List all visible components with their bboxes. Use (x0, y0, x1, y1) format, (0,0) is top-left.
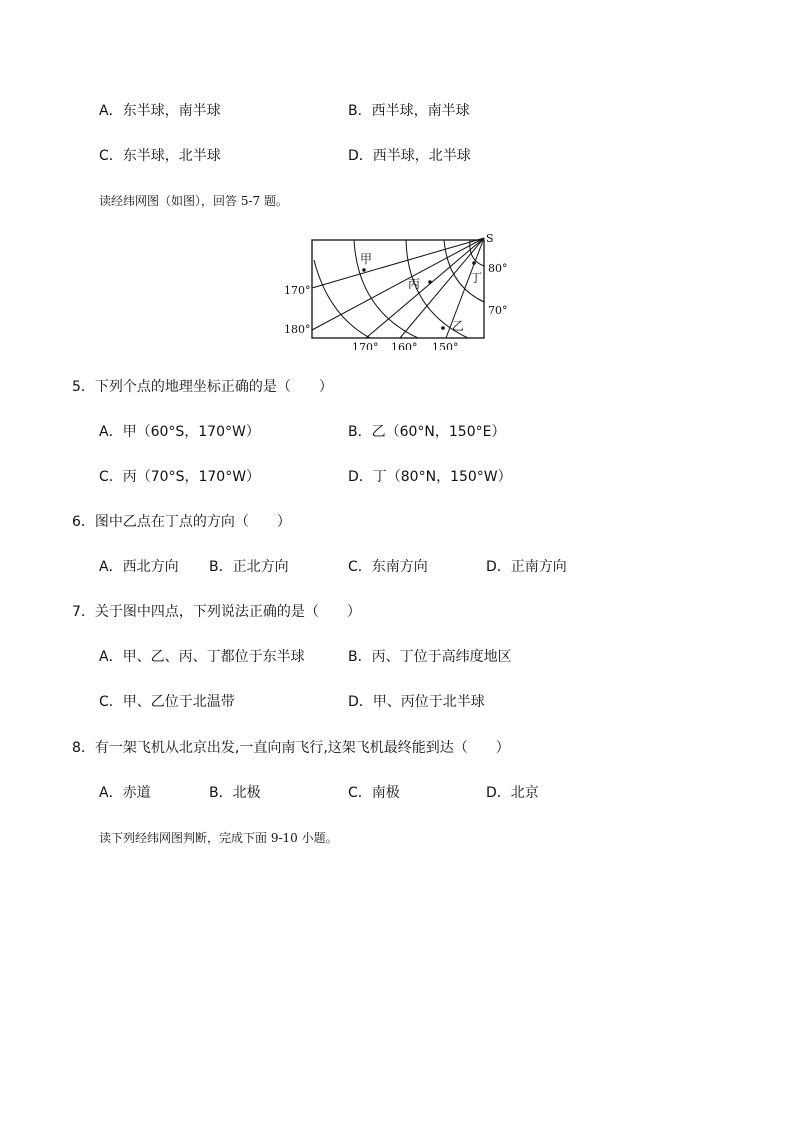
q5-option-a: A．甲（60°S，170°W） (99, 424, 260, 440)
q8-option-c: C．南极 (348, 785, 400, 801)
q8-option-b: B．北极 (209, 785, 261, 801)
lon-label-170-left: 170° (284, 284, 311, 297)
pole-label: S (486, 232, 494, 245)
label-yi: 乙 (452, 319, 465, 333)
label-bing: 丙 (408, 277, 421, 291)
q6-option-a: A．西北方向 (99, 559, 179, 575)
lat-label-70: 70° (488, 304, 508, 317)
q4-option-d: D．西半球，北半球 (348, 148, 471, 164)
label-jia: 甲 (360, 252, 373, 266)
graticule-figure (278, 230, 518, 350)
intro-9-10: 读下列经纬网图判断，完成下面 9-10 小题。 (99, 831, 338, 845)
q7-option-a: A．甲、乙、丙、丁都位于东半球 (99, 649, 305, 665)
q7-option-b: B．丙、丁位于高纬度地区 (348, 649, 512, 665)
q7-option-d: D．甲、丙位于北半球 (348, 694, 485, 710)
lon-label-150: 150° (432, 341, 459, 350)
q8-stem: 8．有一架飞机从北京出发,一直向南飞行,这架飞机最终能到达（ ） (72, 740, 510, 756)
q4-option-b: B．西半球，南半球 (348, 103, 470, 119)
q8-option-a: A．赤道 (99, 785, 151, 801)
q7-stem: 7．关于图中四点，下列说法正确的是（ ） (72, 604, 361, 620)
q6-option-b: B．正北方向 (209, 559, 289, 575)
q5-option-b: B．乙（60°N，150°E） (348, 424, 506, 440)
q6-option-c: C．东南方向 (348, 559, 428, 575)
lon-label-180: 180° (284, 323, 311, 336)
intro-5-7: 读经纬网图（如图），回答 5-7 题。 (99, 194, 288, 208)
q6-option-d: D．正南方向 (486, 559, 567, 575)
q5-option-c: C．丙（70°S，170°W） (99, 469, 261, 485)
label-ding: 丁 (470, 271, 483, 285)
q7-option-c: C．甲、乙位于北温带 (99, 694, 235, 710)
lon-label-170-bottom: 170° (352, 341, 379, 350)
q5-stem: 5．下列个点的地理坐标正确的是（ ） (72, 379, 333, 395)
q5-option-d: D．丁（80°N，150°W） (348, 469, 512, 485)
q4-option-a: A．东半球，南半球 (99, 103, 221, 119)
lon-label-160: 160° (391, 341, 418, 350)
q4-option-c: C．东半球，北半球 (99, 148, 221, 164)
q8-option-d: D．北京 (486, 785, 539, 801)
lat-label-80: 80° (488, 262, 508, 275)
q6-stem: 6．图中乙点在丁点的方向（ ） (72, 514, 291, 530)
